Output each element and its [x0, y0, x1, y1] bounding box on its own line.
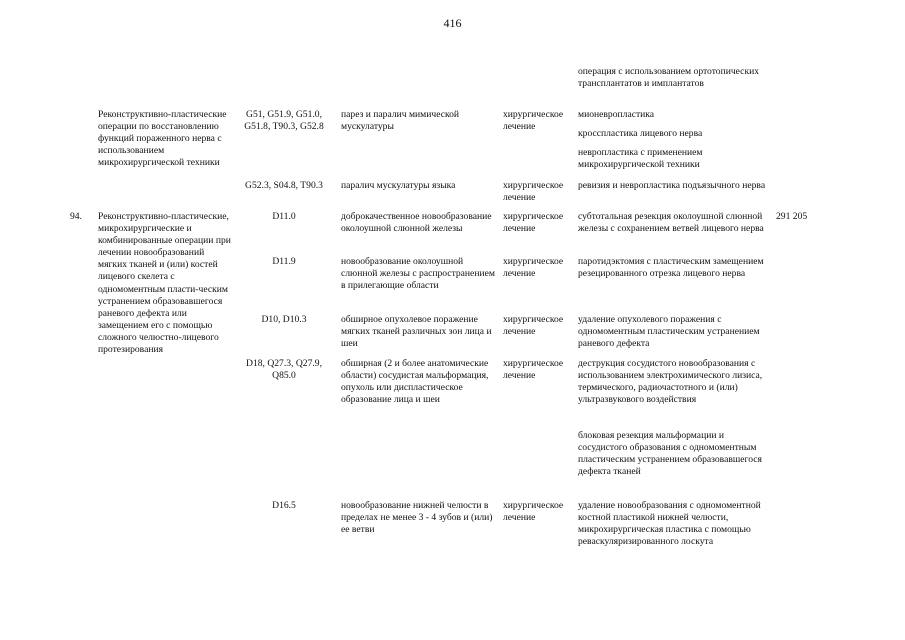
icd-code-cell: D10, D10.3	[261, 314, 307, 325]
method-cell: блоковая резекция мальформации и сосудистого образования с одномоментным пластическим устранением образовавшегося дефекта тканей	[578, 430, 762, 478]
method-cell: операция с использованием ортотопических трансплантатов и имплантатов	[578, 66, 760, 90]
treatment-type-cell: хирургическое лечение	[503, 211, 564, 235]
treatment-type-cell: хирургическое лечение	[503, 180, 564, 204]
method-cell: мионевропластика	[578, 109, 655, 120]
treatment-type-cell: хирургическое лечение	[503, 358, 564, 382]
treatment-type-cell: хирургическое лечение	[503, 500, 564, 524]
method-cell: кросспластика лицевого нерва	[578, 128, 703, 139]
patient-model-cell: доброкачественное новообразование околоушной слюнной железы	[341, 211, 492, 235]
patient-model-cell: парез и паралич мимической мускулатуры	[341, 109, 460, 133]
treatment-type-cell: хирургическое лечение	[503, 109, 564, 133]
method-cell: ревизия и невропластика подъязычного нерва	[578, 180, 766, 191]
cost-cell: 291 205	[776, 211, 808, 222]
method-cell: субтотальная резекция околоушной слюнной железы с сохранением ветвей лицевого нерва	[578, 211, 764, 235]
method-cell: паротидэктомия с пластическим замещением резецированного отрезка лицевого нерва	[578, 256, 764, 280]
icd-code-cell: D11.0	[272, 211, 296, 222]
row-number-cell: 94.	[70, 211, 82, 222]
method-cell: удаление опухолевого поражения с одномоментным пластическим устранением раневого дефекта	[578, 314, 760, 350]
patient-model-cell: новообразование нижней челюсти в пределах не менее 3 - 4 зубов и (или) ее ветви	[341, 500, 493, 536]
patient-model-cell: паралич мускулатуры языка	[341, 180, 456, 191]
method-cell: удаление новообразования с одномоментной костной пластикой нижней челюсти, микрохирургическая пластика с помощью реваскуляризированного лоскута	[578, 500, 761, 548]
treatment-type-cell: хирургическое лечение	[503, 314, 564, 338]
page-number: 416	[443, 16, 462, 30]
icd-code-cell: D11.9	[272, 256, 296, 267]
method-cell: невропластика с применением микрохирургической техники	[578, 147, 703, 171]
patient-model-cell: обширное опухолевое поражение мягких тканей различных зон лица и шеи	[341, 314, 492, 350]
procedure-name-cell: Реконструктивно-пластические операции по восстановлению функций пораженного нерва с использованием микрохирургической техники	[98, 109, 227, 169]
icd-code-cell: G52.3, S04.8, T90.3	[245, 180, 323, 191]
icd-code-cell: G51, G51.9, G51.0, G51.8, T90.3, G52.8	[244, 109, 324, 133]
procedure-name-cell: Реконструктивно-пластические, микрохирургические и комбинированные операции при лечении новообразований мягких тканей и (или) костей лицевого скелета с одномоментным пласти-ческим устранением образовавшегося раневого дефекта или замещением его с помощью сложного челюстно-лицевого протезирования	[98, 211, 231, 356]
icd-code-cell: D18, Q27.3, Q27.9, Q85.0	[246, 358, 322, 382]
patient-model-cell: обширная (2 и более анатомические области) сосудистая мальформация, опухоль или диспластическое образование лица и шеи	[341, 358, 489, 406]
treatment-type-cell: хирургическое лечение	[503, 256, 564, 280]
patient-model-cell: новообразование околоушной слюнной железы с распространением в прилегающие области	[341, 256, 495, 292]
method-cell: деструкция сосудистого новообразования с использованием электрохимического лизиса, термического, радиочастотного и (или) ультразвукового воздействия	[578, 358, 763, 406]
icd-code-cell: D16.5	[272, 500, 296, 511]
